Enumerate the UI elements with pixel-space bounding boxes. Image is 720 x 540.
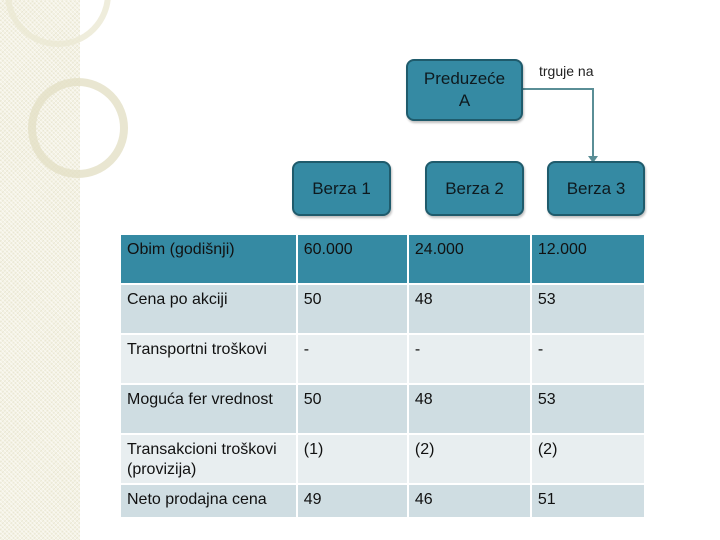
exchange-node-2 bbox=[425, 161, 524, 216]
exchange-node-1-label: Berza 1 bbox=[312, 178, 371, 198]
table-header-cell: 12.000 bbox=[532, 235, 644, 283]
table-row bbox=[121, 435, 644, 483]
exchange-node-3 bbox=[547, 161, 645, 216]
table-cell: 48 bbox=[409, 385, 530, 433]
table-header-cell: 24.000 bbox=[409, 235, 530, 283]
table-header-row bbox=[121, 235, 644, 283]
comparison-table bbox=[119, 233, 646, 519]
table-cell: (1) bbox=[298, 435, 407, 483]
table-cell: 50 bbox=[298, 385, 407, 433]
table-header-label: Obim (godišnji) bbox=[121, 235, 296, 283]
row-label: Transakcioni troškovi (provizija) bbox=[121, 435, 296, 483]
table-cell: (2) bbox=[409, 435, 530, 483]
exchange-node-1 bbox=[292, 161, 391, 216]
company-node-label: Preduzeće A bbox=[423, 69, 506, 110]
table-cell: 50 bbox=[298, 285, 407, 333]
table-header-cell: 60.000 bbox=[298, 235, 407, 283]
row-label: Neto prodajna cena bbox=[121, 485, 296, 517]
row-label: Moguća fer vrednost bbox=[121, 385, 296, 433]
row-label: Transportni troškovi bbox=[121, 335, 296, 383]
table-cell: - bbox=[298, 335, 407, 383]
exchange-node-3-label: Berza 3 bbox=[566, 178, 626, 198]
table-cell: 53 bbox=[532, 285, 644, 333]
table-cell: - bbox=[532, 335, 644, 383]
table-cell: 49 bbox=[298, 485, 407, 517]
table-cell: (2) bbox=[532, 435, 644, 483]
table-cell: - bbox=[409, 335, 530, 383]
table-row bbox=[121, 485, 644, 517]
company-node bbox=[406, 59, 523, 121]
exchange-node-2-label: Berza 2 bbox=[445, 178, 504, 198]
table-cell: 53 bbox=[532, 385, 644, 433]
edge-label: trguje na bbox=[539, 63, 594, 79]
table-row bbox=[121, 385, 644, 433]
table-cell: 46 bbox=[409, 485, 530, 517]
table-row bbox=[121, 285, 644, 333]
table-row bbox=[121, 335, 644, 383]
row-label: Cena po akciji bbox=[121, 285, 296, 333]
table-cell: 51 bbox=[532, 485, 644, 517]
table-cell: 48 bbox=[409, 285, 530, 333]
